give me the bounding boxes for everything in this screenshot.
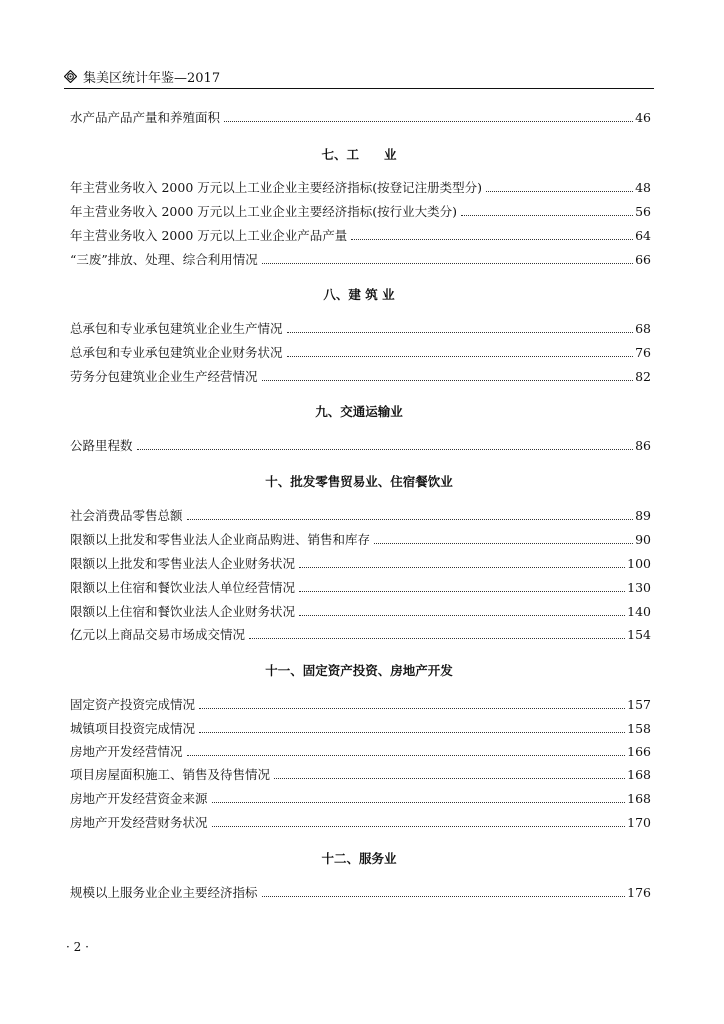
toc-entry[interactable] [70, 251, 651, 269]
dot-leader [224, 121, 633, 122]
toc-entry[interactable] [70, 179, 651, 197]
toc-entry-title: “三废”排放、处理、综合利用情况 [70, 252, 258, 267]
toc-entry[interactable] [70, 603, 651, 621]
toc-entry-page: 64 [635, 228, 651, 243]
dot-leader [287, 356, 634, 357]
dot-leader [287, 332, 634, 333]
toc-entry-page: 76 [635, 345, 651, 360]
toc-entry-title: 房地产开发经营资金来源 [70, 791, 208, 806]
section-heading-industry: 七、工 业 [321, 147, 397, 162]
dot-leader [351, 239, 633, 240]
dot-leader [262, 380, 634, 381]
toc-entry-title: 社会消费品零售总额 [70, 508, 183, 523]
toc-entry[interactable] [70, 814, 651, 832]
toc-entry-page: 68 [635, 321, 651, 336]
toc-entry-page: 166 [627, 744, 651, 759]
dot-leader [299, 567, 625, 568]
toc-entry-page: 100 [627, 556, 651, 571]
toc-entry-title: 规模以上服务业企业主要经济指标 [70, 885, 258, 900]
dot-leader [212, 826, 626, 827]
toc-entry-title: 城镇项目投资完成情况 [70, 721, 196, 736]
toc-entry-title: 房地产开发经营财务状况 [70, 815, 208, 830]
page-header [64, 66, 654, 86]
toc-entry-page: 66 [635, 252, 651, 267]
dot-leader [299, 591, 625, 592]
toc-entry-page: 170 [627, 815, 651, 830]
dot-leader [249, 638, 625, 639]
toc-entry-page: 90 [635, 532, 651, 547]
dot-leader [299, 615, 625, 616]
toc-entry[interactable] [70, 227, 651, 245]
toc-entry-page: 140 [627, 604, 651, 619]
toc-entry[interactable] [70, 720, 651, 738]
toc-entry-page: 82 [635, 369, 651, 384]
toc-entry-title: 限额以上批发和零售业法人企业商品购进、销售和库存 [70, 532, 371, 547]
toc-entry-title: 总承包和专业承包建筑业企业财务状况 [70, 345, 283, 360]
toc-entry[interactable] [70, 884, 651, 902]
toc-entry-page: 86 [635, 438, 651, 453]
section-heading-transport: 九、交通运输业 [315, 404, 403, 419]
dot-leader [486, 191, 633, 192]
toc-entry-title: 年主营业务收入 2000 万元以上工业企业主要经济指标(按行业大类分) [70, 204, 458, 219]
dot-leader [199, 708, 625, 709]
toc-entry[interactable] [70, 507, 651, 525]
toc-entry-title: 限额以上住宿和餐饮业法人单位经营情况 [70, 580, 296, 595]
toc-entry-page: 46 [635, 110, 651, 125]
toc-entry[interactable] [70, 790, 651, 808]
toc-entry-title: 亿元以上商品交易市场成交情况 [70, 627, 246, 642]
toc-entry[interactable] [70, 766, 651, 784]
toc-entry-title: 劳务分包建筑业企业生产经营情况 [70, 369, 258, 384]
toc-entry-title: 总承包和专业承包建筑业企业生产情况 [70, 321, 283, 336]
section-heading-investment: 十一、固定资产投资、房地产开发 [265, 663, 453, 678]
toc-entry[interactable] [70, 109, 651, 127]
toc-entry[interactable] [70, 437, 651, 455]
section-heading-trade: 十、批发零售贸易业、住宿餐饮业 [265, 474, 453, 489]
page-number: · 2 · [66, 940, 89, 954]
diamond-target-icon [64, 70, 77, 83]
toc-entry-page: 89 [635, 508, 651, 523]
toc-entry-page: 56 [635, 204, 651, 219]
dot-leader [187, 519, 634, 520]
toc-entry-page: 158 [627, 721, 651, 736]
toc-entry[interactable] [70, 320, 651, 338]
toc-entry-page: 168 [627, 767, 651, 782]
toc-entry-page: 48 [635, 180, 651, 195]
toc-entry-title: 项目房屋面积施工、销售及待售情况 [70, 767, 271, 782]
dot-leader [187, 755, 626, 756]
toc-entry-page: 154 [627, 627, 651, 642]
toc-entry-title: 房地产开发经营情况 [70, 744, 183, 759]
toc-entry-title: 公路里程数 [70, 438, 133, 453]
toc-entry-title: 年主营业务收入 2000 万元以上工业企业主要经济指标(按登记注册类型分) [70, 180, 483, 195]
toc-entry[interactable] [70, 203, 651, 221]
toc-entry-title: 年主营业务收入 2000 万元以上工业企业产品产量 [70, 228, 348, 243]
toc-entry-title: 限额以上住宿和餐饮业法人企业财务状况 [70, 604, 296, 619]
header-title: 集美区统计年鉴—2017 [83, 70, 221, 86]
dot-leader [374, 543, 633, 544]
toc-entry-page: 157 [627, 697, 651, 712]
toc-entry[interactable] [70, 626, 651, 644]
dot-leader [137, 449, 634, 450]
toc-entry[interactable] [70, 696, 651, 714]
toc-entry[interactable] [70, 368, 651, 386]
toc-entry-title: 限额以上批发和零售业法人企业财务状况 [70, 556, 296, 571]
dot-leader [262, 263, 633, 264]
toc-entry-title: 固定资产投资完成情况 [70, 697, 196, 712]
toc-entry[interactable] [70, 531, 651, 549]
header-rule [64, 88, 654, 89]
dot-leader [262, 896, 626, 897]
section-heading-services: 十二、服务业 [321, 851, 397, 866]
toc-entry[interactable] [70, 555, 651, 573]
toc-entry[interactable] [70, 743, 651, 761]
section-heading-construction: 八、建 筑 业 [323, 287, 395, 302]
toc-entry[interactable] [70, 579, 651, 597]
toc-entry-page: 130 [627, 580, 651, 595]
toc-entry[interactable] [70, 344, 651, 362]
dot-leader [274, 778, 625, 779]
toc-entry-page: 168 [627, 791, 651, 806]
toc-entry-page: 176 [627, 885, 651, 900]
dot-leader [461, 215, 633, 216]
toc-entry-title: 水产品产品产量和养殖面积 [70, 110, 221, 125]
dot-leader [212, 802, 626, 803]
dot-leader [199, 732, 625, 733]
